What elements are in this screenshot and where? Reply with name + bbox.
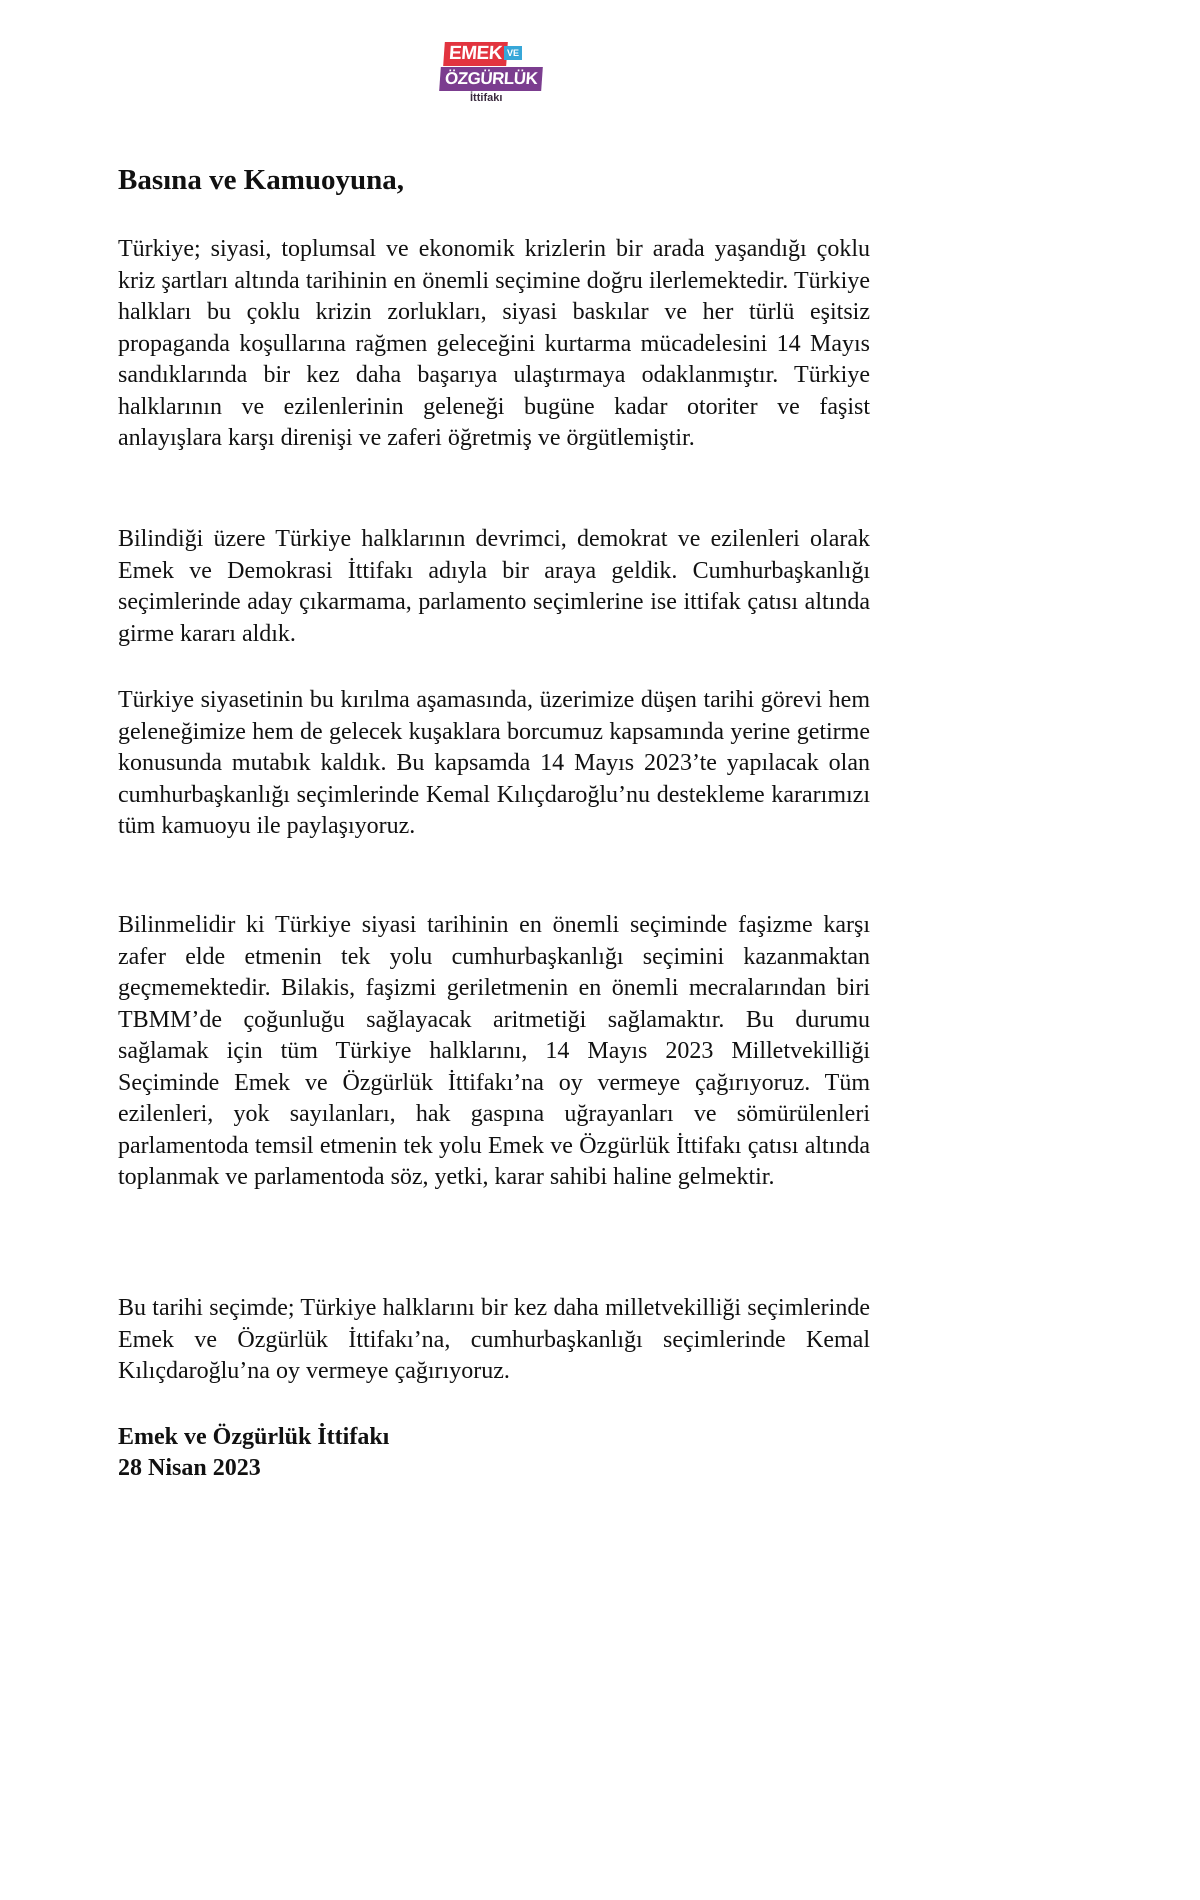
signature-date: 28 Nisan 2023 <box>118 1455 261 1481</box>
signature-block <box>118 1422 389 1484</box>
paragraph-3: Türkiye siyasetinin bu kırılma aşamasında, üzerimize düşen tarihi görevi hem geleneğimize hem de gelecek kuşaklara borcumuz kapsamında yerine getirme konusunda mutabık kaldık. Bu kapsamda 14 Mayıs 2023’te yapılacak olan cumhurbaşkanlığı seçimlerinde Kemal Kılıçdaroğlu’nu destekleme kararımızı tüm kamuoyu ile paylaşıyoruz. <box>118 687 870 839</box>
logo-ozgurluk-text: ÖZGÜRLÜK <box>439 67 543 91</box>
signature-name: Emek ve Özgürlük İttifakı <box>118 1424 390 1450</box>
paragraph-4: Bilinmelidir ki Türkiye siyasi tarihinin en önemli seçiminde faşizme karşı zafer elde etmenin tek yolu cumhurbaşkanlığı seçimini kazanmaktan geçmemektedir. Bilakis, faşizmi geriletmenin en önemli mecralarından biri TBMM’de çoğunluğu sağlayacak aritmetiği sağlamaktır. Bu durumu sağlamak için tüm Türkiye halklarını, 14 Mayıs 2023 Milletvekilliği Seçiminde Emek ve Özgürlük İttifakı’na oy vermeye çağırıyoruz. Tüm ezilenleri, yok sayılanları, hak gaspına uğrayanları ve sömürülenleri parlamentoda temsil etmenin tek yolu Emek ve Özgürlük İttifakı çatısı altında toplanmak ve parlamentoda söz, yetki, karar sahibi haline gelmektir. <box>118 912 870 1190</box>
logo-emek-text: EMEK <box>443 42 508 66</box>
logo-ittifaki-text: İttifakı <box>470 92 503 104</box>
paragraph-2: Bilindiği üzere Türkiye halklarının devrimci, demokrat ve ezilenleri olarak Emek ve Demokrasi İttifakı adıyla bir araya geldik. Cumhurbaşkanlığı seçimlerinde aday çıkarmama, parlamento seçimlerine ise ittifak çatısı altında girme kararı aldık. <box>118 526 870 647</box>
logo-ve-badge: VE <box>504 46 522 60</box>
page-title: Basına ve Kamuoyuna, <box>118 164 405 196</box>
alliance-logo <box>440 42 552 106</box>
paragraph-5: Bu tarihi seçimde; Türkiye halklarını bir kez daha milletvekilliği seçimlerinde Emek ve Özgürlük İttifakı’na, cumhurbaşkanlığı seçimlerinde Kemal Kılıçdaroğlu’na oy vermeye çağırıyoruz. <box>118 1295 870 1384</box>
paragraph-1: Türkiye; siyasi, toplumsal ve ekonomik krizlerin bir arada yaşandığı çoklu kriz şartları altında tarihinin en önemli seçimine doğru ilerlemektedir. Türkiye halkları bu çoklu krizin zorlukları, siyasi baskılar ve her türlü eşitsiz propaganda koşullarına rağmen geleceğini kurtarma mücadelesini 14 Mayıs sandıklarında bir kez daha başarıya ulaştırmaya odaklanmıştır. Türkiye halklarının ve ezilenlerinin geleneği bugüne kadar otoriter ve faşist anlayışlara karşı direnişi ve zaferi öğretmiş ve örgütlemiştir. <box>118 236 870 451</box>
